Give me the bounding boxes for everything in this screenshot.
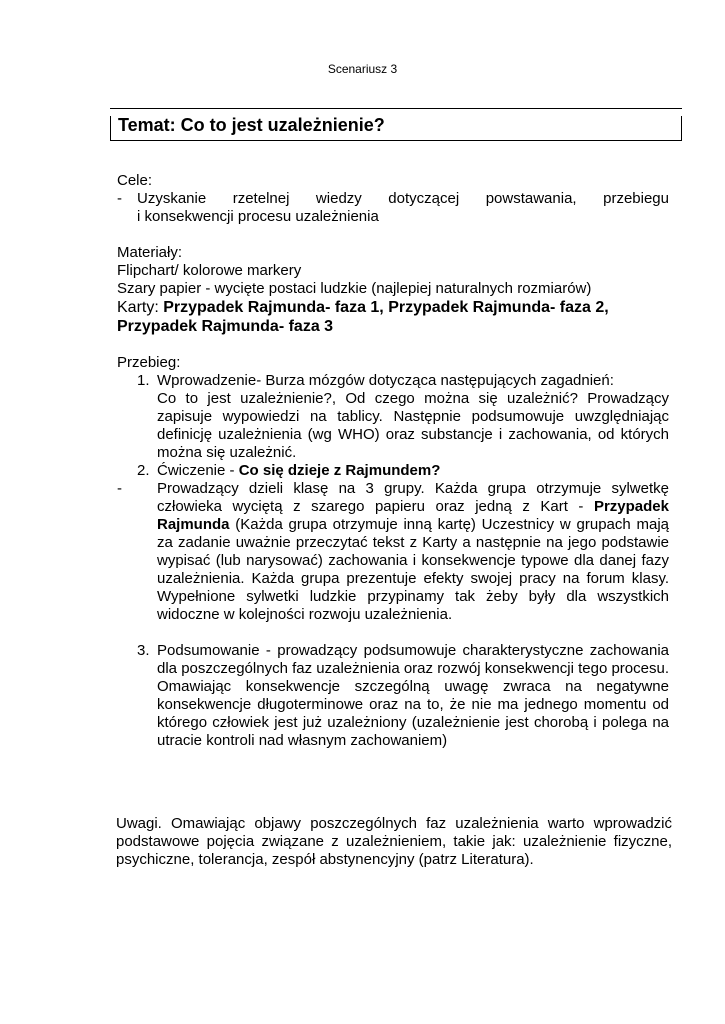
goals-heading: Cele: <box>117 172 153 189</box>
page-header: Scenariusz 3 <box>327 62 398 76</box>
materials-heading: Materiały: <box>117 244 183 261</box>
materials-line-paper: Szary papier - wycięte postaci ludzkie (najlepiej naturalnych rozmiarów) <box>117 280 592 297</box>
step-2-lead-bold: Co się dzieje z Rajmundem? <box>238 462 441 479</box>
materials-line-flipchart: Flipchart/ kolorowe markery <box>117 262 302 279</box>
procedure-heading: Przebieg: <box>117 354 181 371</box>
procedure-section <box>117 354 669 750</box>
cards-prefix: Karty: <box>117 299 164 316</box>
step-1 <box>117 372 669 462</box>
step-1-text: Co to jest uzależnienie?, Od czego można się uzależnić? Prowadzący zapisuje wypowiedzi na tablicy. Następnie podsumowuje uwzględniając definicję uzależnienia (wg WHO) oraz substancje i zachowania, od których można się uzależnić. <box>157 390 669 461</box>
goal-item <box>117 190 669 226</box>
step-3-text: Podsumowanie - prowadzący podsumowuje charakterystyczne zachowania dla poszczególnych faz uzależnienia oraz rozwój konsekwencji tego procesu. Omawiając konsekwencje szczególną uwagę zwraca na negatywne konsekwencje długoterminowe oraz na to, że nie ma jednego momentu od którego człowiek jest już uzależniony (uzależnienie jest chorobą i polega na utracie kontroli nad własnym zachowaniem) <box>157 642 669 749</box>
step-2-number: 2. <box>137 462 150 479</box>
materials-cards <box>117 298 669 317</box>
step-1-number: 1. <box>137 372 150 389</box>
step-2 <box>117 462 669 480</box>
step-2-detail-marker: - <box>117 480 122 497</box>
document-body <box>117 172 669 750</box>
goal-text-line2: i konsekwencji procesu uzależnienia <box>137 208 379 225</box>
step-2-detail-bold: Przypadek Rajmunda <box>157 498 669 533</box>
step-2-lead: Ćwiczenie - <box>157 462 239 479</box>
materials-section <box>117 244 669 336</box>
step-2-detail-part3: (Każda grupa otrzymuje inną kartę) Uczestnicy w grupach mają za zadanie uważnie przeczytać tekst z Karty a następnie na jego podstawie wypisać (lub narysować) zachowania i konsekwencje typowe dla danej fazy uzależnienia. Każda grupa prezentuje efekty swojej pracy na forum klasy. Wypełnione sylwetki ludzkie przypinamy tak żeby były dla wszystkich widoczne w kolejności rozwoju uzależnienia. <box>157 516 669 623</box>
step-1-lead: Wprowadzenie- Burza mózgów dotycząca następujących zagadnień: <box>157 372 614 389</box>
title-box <box>110 108 682 141</box>
step-3 <box>117 642 669 750</box>
step-2-detail-text <box>157 480 669 624</box>
cards-list-line1: Przypadek Rajmunda- faza 1, Przypadek Rajmunda- faza 2, <box>163 299 609 316</box>
cards-list-line2: Przypadek Rajmunda- faza 3 <box>117 318 334 335</box>
step-2-detail <box>117 480 669 624</box>
goal-text-line1: Uzyskanie rzetelnej wiedzy dotyczącej powstawania, przebiegu <box>137 190 669 207</box>
goals-section <box>117 172 669 226</box>
step-2-detail-part1: Prowadzący dzieli klasę na 3 grupy. Każda grupa otrzymuje sylwetkę człowieka wyciętą z szarego papieru oraz jedną z Kart - <box>157 480 669 515</box>
goal-marker: - <box>117 190 122 207</box>
remarks-paragraph: Uwagi. Omawiając objawy poszczególnych faz uzależnienia warto wprowadzić podstawowe pojęcia związane z uzależnieniem, takie jak: uzależnienie fizyczne, psychiczne, tolerancja, zespół abstynencyjny (patrz Literatura). <box>116 815 672 868</box>
page-title: Temat: Co to jest uzależnienie? <box>118 115 385 135</box>
step-3-number: 3. <box>137 642 150 659</box>
